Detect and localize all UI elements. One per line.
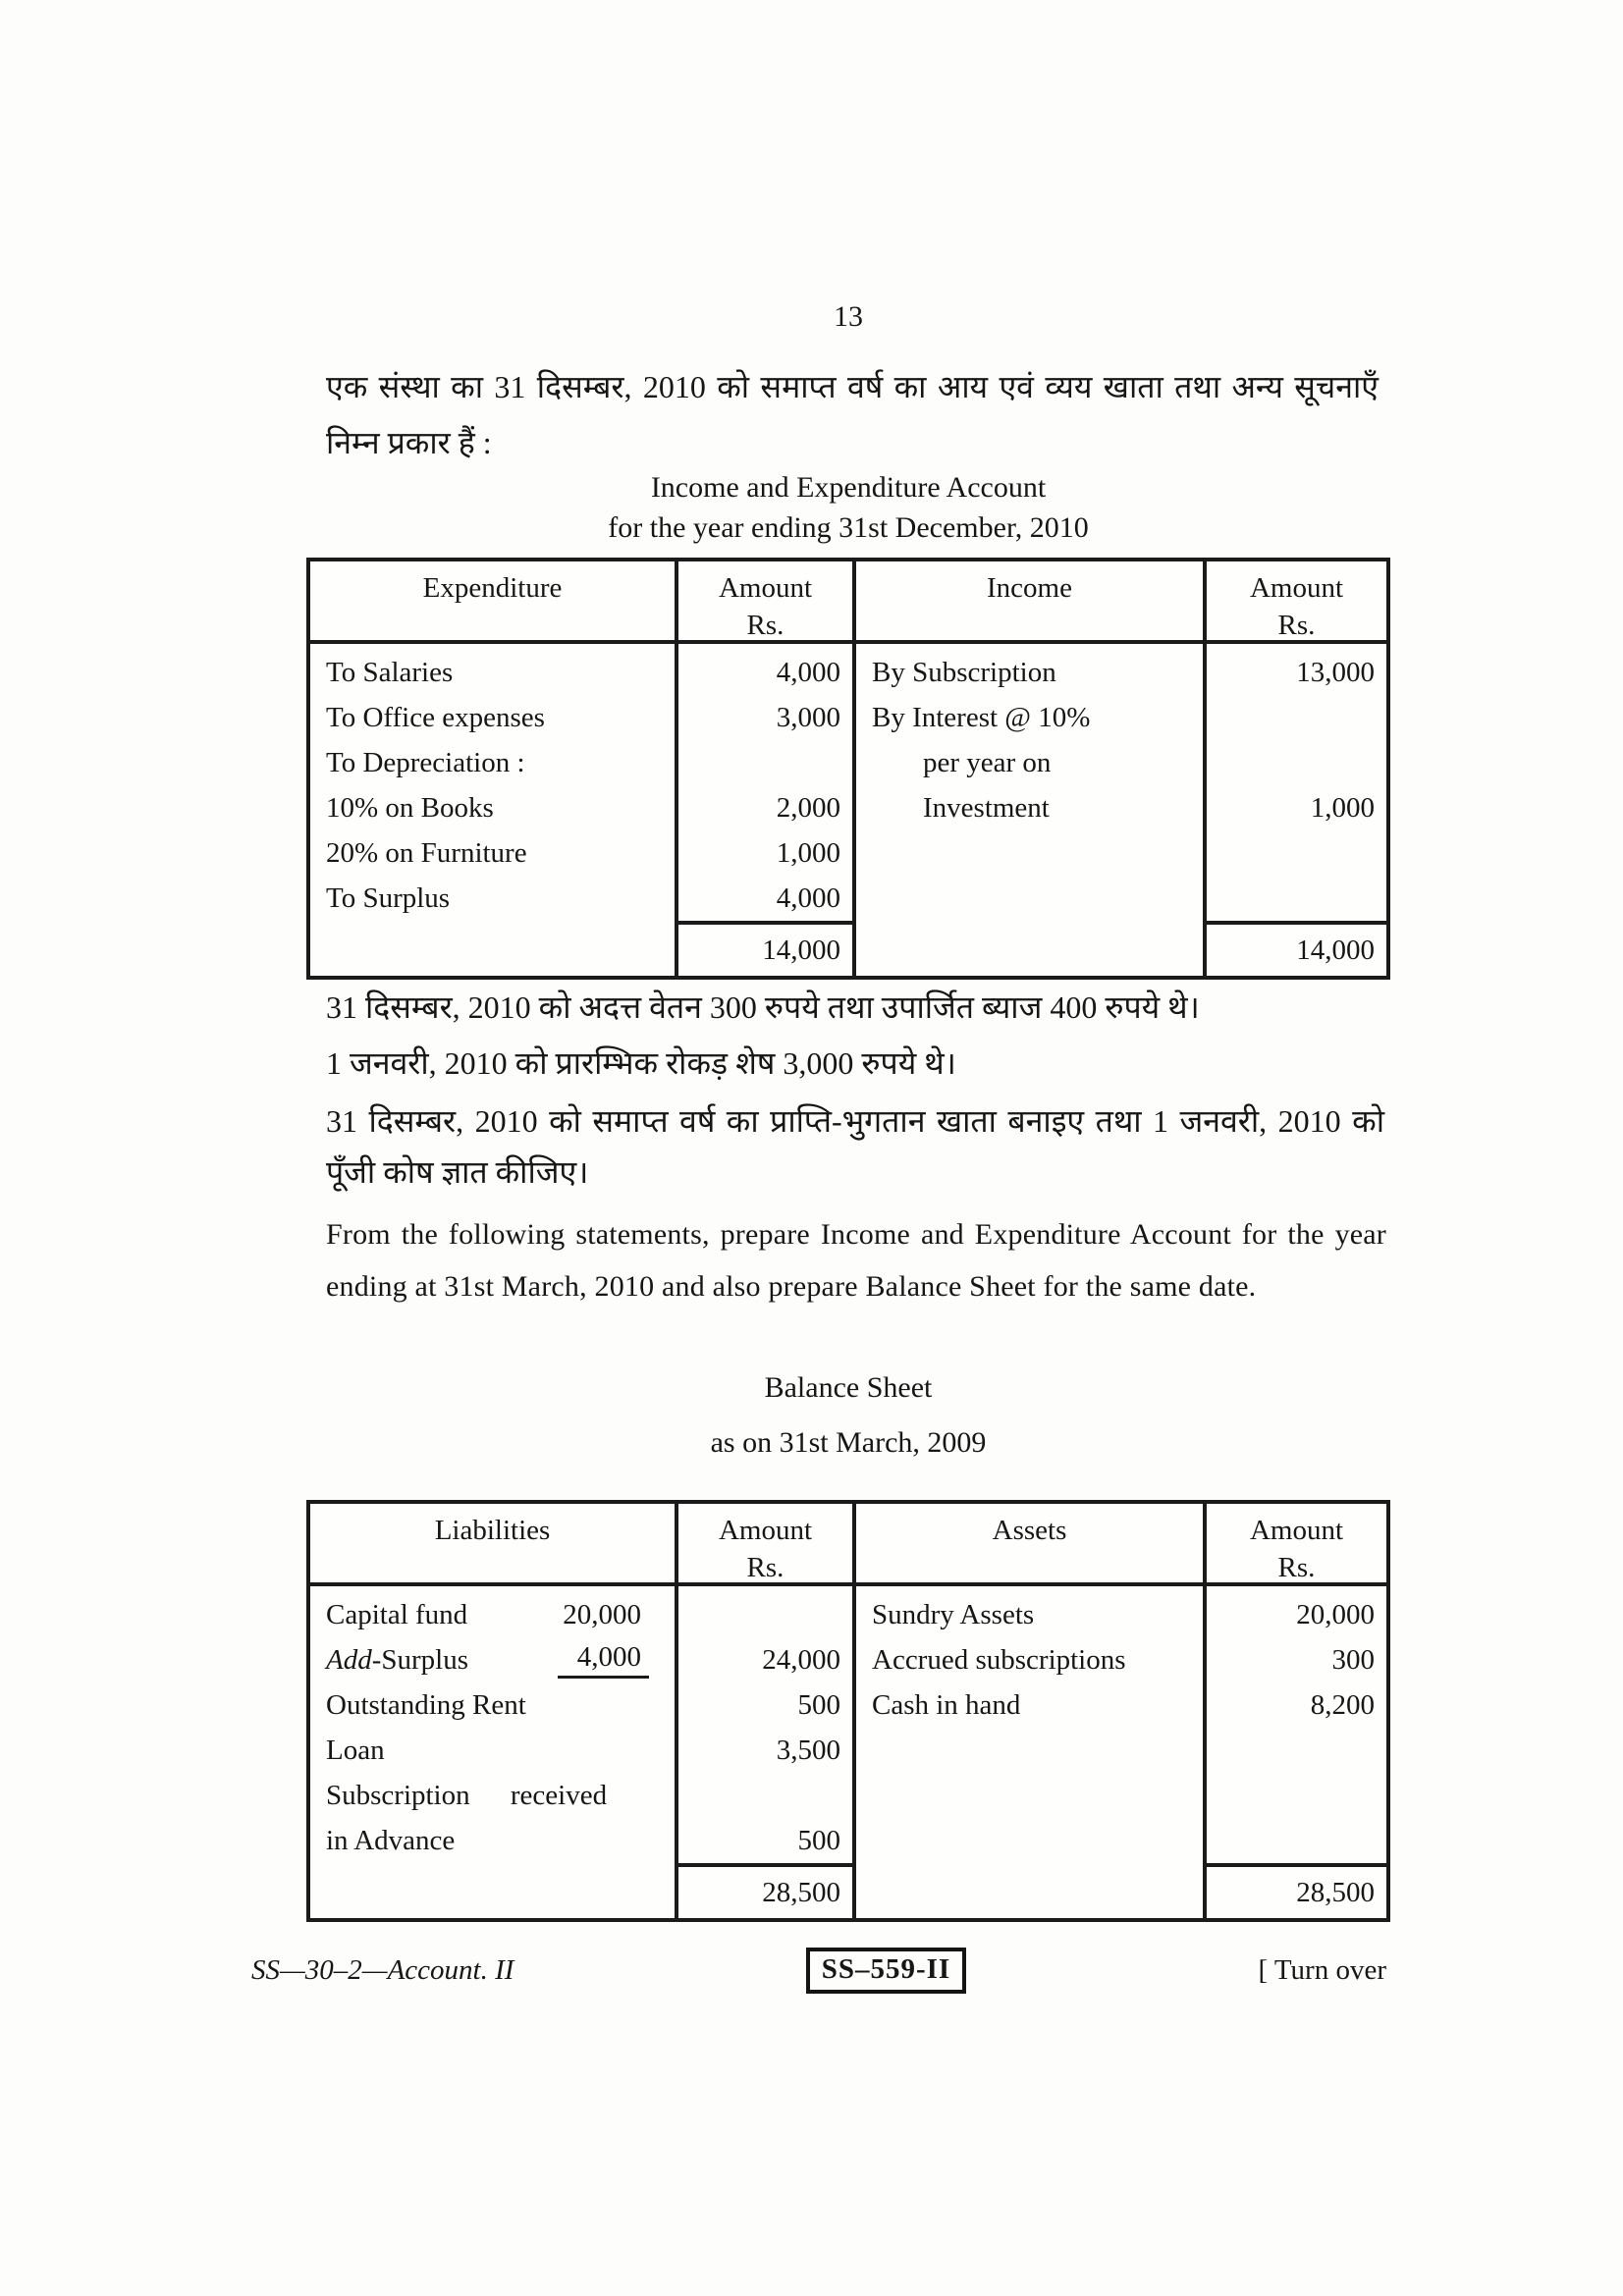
paper-id-box: SS–559-II [806,1948,967,1994]
liability-amount [678,1592,852,1637]
column-header-amount-left: Amount Rs. [678,561,856,644]
assets-amount-column [1207,1586,1386,1918]
liability-item: Subscription received [326,1779,608,1811]
asset-amount: 20,000 [1296,1598,1375,1630]
expenditure-item: 20% on Furniture [326,836,527,869]
liability-item: Capital fund 20,000 [310,1592,675,1637]
expenditure-amount [678,740,852,785]
asset-amount: 8,200 [1310,1688,1375,1721]
column-header-amount-right: Amount Rs. [1207,561,1386,644]
column-header-amount-right: Amount Rs. [1207,1504,1386,1586]
expenditure-amount: 4,000 [776,881,840,914]
column-header-income: Income [856,561,1207,644]
income-total-spacer [856,921,1203,976]
note-line-hindi: 31 दिसम्बर, 2010 को अदत्त वेतन 300 रुपये तथा उपार्जित ब्याज 400 रुपये थे। [326,989,1200,1025]
expenditure-amount-column [678,644,856,976]
turn-over-note: [ Turn over [1258,1954,1386,1986]
expenditure-item: 10% on Books [326,791,494,824]
asset-item [856,1773,1203,1818]
expenditure-total: 14,000 [678,921,852,976]
liabilities-column [310,1586,678,1918]
asset-item: Cash in hand [872,1688,1021,1721]
intro-paragraph-hindi: एक संस्था का 31 दिसम्बर, 2010 को समाप्त वर्ष का आय एवं व्यय खाता तथा अन्य सूचनाएँ निम्न प्रकार हैं : [326,369,1379,460]
asset-amount [1207,1773,1386,1818]
note-line-hindi: 1 जनवरी, 2010 को प्रारम्भिक रोकड़ शेष 3,000 रुपये थे। [326,1045,956,1081]
liabilities-total: 28,500 [678,1863,852,1918]
balance-sheet-subtitle: as on 31st March, 2009 [710,1426,987,1459]
liability-inner-amount: 4,000 [558,1641,649,1679]
liability-amount: 3,500 [776,1734,840,1766]
income-amount [1207,740,1386,785]
income-expenditure-table [306,558,1390,980]
expenditure-amount: 1,000 [776,836,840,869]
page-number: 13 [834,300,863,333]
column-header-assets: Assets [856,1504,1207,1586]
asset-amount [1207,1728,1386,1773]
income-amount [1207,830,1386,876]
asset-item: Sundry Assets [872,1598,1035,1630]
page-footer [251,1948,1386,1994]
column-header-amount-left: Amount Rs. [678,1504,856,1586]
balance-sheet-table [306,1500,1390,1922]
expenditure-column [310,644,678,976]
income-total: 14,000 [1207,921,1386,976]
balance-sheet-title: Balance Sheet [764,1371,933,1404]
income-amount-column [1207,644,1386,976]
income-item [856,830,1203,876]
assets-total: 28,500 [1207,1863,1386,1918]
question-paragraph: From the following statements, prepare Income and Expenditure Account for the year ending at 31st March, 2010 and also prepare Balance Sheet for the same date. [326,1218,1386,1303]
expenditure-item: To Office expenses [326,701,545,733]
account-title-block [306,467,1390,548]
liabilities-total-spacer [310,1863,675,1918]
liabilities-amount-column [678,1586,856,1918]
expenditure-item: To Surplus [326,881,451,914]
income-amount [1207,876,1386,921]
income-amount: 13,000 [1296,656,1375,688]
liability-item: Outstanding Rent [326,1688,526,1721]
note-line-hindi: 31 दिसम्बर, 2010 को समाप्त वर्ष का प्राप्ति-भुगतान खाता बनाइए तथा 1 जनवरी, 2010 को पूँजी कोष ज्ञात कीजिए। [326,1103,1384,1190]
asset-amount [1207,1818,1386,1863]
income-item [856,876,1203,921]
income-item: By Subscription [872,656,1056,688]
liability-item: Loan [326,1734,385,1766]
liability-amount [678,1773,852,1818]
account-title: Income and Expenditure Account [650,471,1047,504]
expenditure-item: To Salaries [326,656,454,688]
income-item: per year on [923,746,1052,778]
column-header-expenditure: Expenditure [310,561,678,644]
asset-amount: 300 [1331,1643,1375,1676]
expenditure-item: To Depreciation : [326,746,525,778]
asset-item [856,1728,1203,1773]
liability-item: in Advance [326,1824,456,1856]
assets-column [856,1586,1207,1918]
liability-inner-amount: 20,000 [563,1598,641,1630]
expenditure-total-spacer [310,921,675,976]
liability-amount: 24,000 [762,1643,840,1676]
column-header-liabilities: Liabilities [310,1504,678,1586]
liability-amount: 500 [797,1688,840,1721]
income-column [856,644,1207,976]
liability-item: Add-Surplus 4,000 [310,1637,675,1682]
account-subtitle: for the year ending 31st December, 2010 [608,511,1089,544]
paper-code: SS—30–2—Account. II [251,1954,514,1986]
expenditure-amount: 3,000 [776,701,840,733]
asset-item: Accrued subscriptions [872,1643,1126,1676]
income-amount [1207,695,1386,740]
assets-total-spacer [856,1863,1203,1918]
income-item: Investment [923,791,1050,824]
expenditure-amount: 4,000 [776,656,840,688]
liability-amount: 500 [797,1824,840,1856]
asset-item [856,1818,1203,1863]
income-amount: 1,000 [1310,791,1375,824]
income-item: By Interest @ 10% [872,701,1091,733]
expenditure-amount: 2,000 [776,791,840,824]
